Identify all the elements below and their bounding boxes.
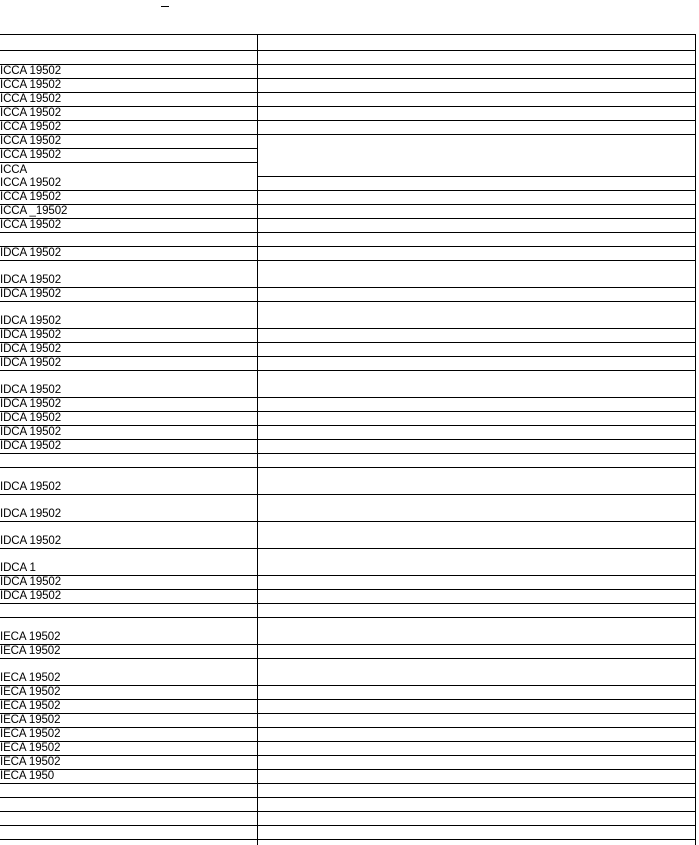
cell-text: IDCA 19502 — [0, 481, 62, 493]
table-row — [0, 784, 695, 798]
left-cell[interactable] — [0, 468, 257, 495]
right-cell[interactable] — [258, 219, 695, 233]
table-row — [0, 135, 695, 149]
left-cell[interactable] — [0, 135, 257, 149]
right-cell[interactable] — [258, 618, 695, 645]
left-cell[interactable] — [0, 247, 257, 261]
left-cell[interactable] — [0, 205, 257, 219]
left-cell[interactable] — [0, 590, 257, 604]
table-row — [0, 798, 695, 812]
left-cell[interactable] — [0, 645, 257, 659]
table-row — [0, 357, 695, 371]
table-row — [0, 302, 695, 329]
left-cell[interactable] — [0, 233, 257, 247]
table-row — [0, 51, 695, 65]
cell-text: IECA 19502 — [0, 714, 61, 726]
cell-text: IDCA 19502 — [0, 247, 62, 259]
table-row — [0, 412, 695, 426]
left-cell[interactable] — [0, 659, 257, 686]
cell-text: IECA 19502 — [0, 686, 61, 698]
cell-text: IDCA 19502 — [0, 329, 62, 341]
right-cell[interactable] — [258, 495, 695, 522]
right-cell[interactable] — [258, 798, 695, 812]
right-cell[interactable] — [258, 65, 695, 79]
left-cell[interactable] — [0, 79, 257, 93]
table-row — [0, 121, 695, 135]
cell-text: ICCA 19502 — [0, 121, 62, 133]
right-cell[interactable] — [258, 728, 695, 742]
left-cell[interactable] — [0, 618, 257, 645]
left-cell[interactable] — [0, 756, 257, 770]
right-cell[interactable] — [258, 163, 695, 177]
table-row — [0, 177, 695, 191]
cell-text: ICCA 19502 — [0, 107, 62, 119]
table-row — [0, 329, 695, 343]
left-cell[interactable] — [0, 686, 257, 700]
table-row — [0, 371, 695, 398]
cell-text: ICCA 19502 — [0, 149, 62, 161]
left-cell[interactable] — [0, 261, 257, 288]
right-cell[interactable] — [258, 440, 695, 454]
left-cell[interactable] — [0, 371, 257, 398]
left-cell[interactable] — [0, 149, 257, 163]
cell-text: IDCA 19502 — [0, 357, 62, 369]
right-cell[interactable] — [258, 177, 695, 191]
table-row — [0, 149, 695, 163]
left-cell[interactable] — [0, 163, 257, 177]
table-row — [0, 191, 695, 205]
table-row — [0, 343, 695, 357]
left-cell[interactable] — [0, 576, 257, 590]
right-cell[interactable] — [258, 604, 695, 618]
cell-text: IDCA 19502 — [0, 590, 62, 602]
table-row — [0, 205, 695, 219]
left-cell[interactable] — [0, 549, 257, 576]
left-cell[interactable] — [0, 357, 257, 371]
left-cell[interactable] — [0, 343, 257, 357]
table-row — [0, 618, 695, 645]
left-cell[interactable] — [0, 522, 257, 549]
right-cell[interactable] — [258, 205, 695, 219]
left-cell[interactable] — [0, 770, 257, 784]
table-row — [0, 261, 695, 288]
table-row — [0, 756, 695, 770]
cell-text: IDCA 19502 — [0, 288, 62, 300]
left-cell[interactable] — [0, 742, 257, 756]
right-cell[interactable] — [258, 35, 695, 51]
left-cell[interactable] — [0, 219, 257, 233]
right-cell[interactable] — [258, 590, 695, 604]
right-cell[interactable] — [258, 659, 695, 686]
table-row — [0, 468, 695, 495]
cell-text: IDCA 19502 — [0, 412, 62, 424]
cell-text: IECA 19502 — [0, 631, 61, 643]
cell-text: IECA 19502 — [0, 728, 61, 740]
table-row — [0, 107, 695, 121]
left-cell[interactable] — [0, 177, 257, 191]
right-cell[interactable] — [258, 107, 695, 121]
right-cell[interactable] — [258, 329, 695, 343]
right-cell[interactable] — [258, 371, 695, 398]
left-cell[interactable] — [0, 107, 257, 121]
table-row — [0, 700, 695, 714]
cell-text: IDCA 19502 — [0, 576, 62, 588]
right-cell[interactable] — [258, 812, 695, 826]
left-cell[interactable] — [0, 440, 257, 454]
cell-text: ICCA 19502 — [0, 191, 62, 203]
table-row — [0, 233, 695, 247]
table-row — [0, 742, 695, 756]
left-cell[interactable] — [0, 302, 257, 329]
right-cell[interactable] — [258, 784, 695, 798]
cell-text: IDCA 1 — [0, 562, 36, 574]
cell-text: IDCA 19502 — [0, 274, 62, 286]
right-cell[interactable] — [258, 412, 695, 426]
cell-text: IECA 19502 — [0, 672, 61, 684]
right-cell[interactable] — [258, 93, 695, 107]
table-row — [0, 645, 695, 659]
table-row — [0, 826, 695, 840]
table-row — [0, 219, 695, 233]
header-dash-mark — [161, 6, 169, 7]
table-row — [0, 549, 695, 576]
table-row — [0, 770, 695, 784]
table-row — [0, 576, 695, 590]
right-cell[interactable] — [258, 288, 695, 302]
table-row — [0, 604, 695, 618]
left-cell[interactable] — [0, 426, 257, 440]
right-cell[interactable] — [258, 233, 695, 247]
right-cell[interactable] — [258, 522, 695, 549]
right-cell[interactable] — [258, 454, 695, 468]
cell-text: IDCA 19502 — [0, 384, 62, 396]
cell-text: IDCA 19502 — [0, 398, 62, 410]
right-cell[interactable] — [258, 261, 695, 288]
table-row — [0, 65, 695, 79]
cell-text: IECA 19502 — [0, 700, 61, 712]
right-cell[interactable] — [258, 51, 695, 65]
table-row — [0, 93, 695, 107]
right-cell[interactable] — [258, 121, 695, 135]
left-cell[interactable] — [0, 93, 257, 107]
right-cell[interactable] — [258, 742, 695, 756]
cell-text: IDCA 19502 — [0, 508, 62, 520]
table-row — [0, 659, 695, 686]
right-cell[interactable] — [258, 468, 695, 495]
table-row — [0, 522, 695, 549]
left-cell[interactable] — [0, 65, 257, 79]
cell-text: IDCA 19502 — [0, 440, 62, 452]
right-cell[interactable] — [258, 645, 695, 659]
cell-text: IDCA 19502 — [0, 343, 62, 355]
left-cell[interactable] — [0, 714, 257, 728]
table-row — [0, 495, 695, 522]
left-cell[interactable] — [0, 798, 257, 812]
cell-text: IECA 1950 — [0, 770, 55, 782]
table-row — [0, 35, 695, 51]
left-cell[interactable] — [0, 191, 257, 205]
left-cell[interactable] — [0, 329, 257, 343]
table-row — [0, 426, 695, 440]
table-row — [0, 398, 695, 412]
table-row — [0, 288, 695, 302]
table-row — [0, 590, 695, 604]
right-cell[interactable] — [258, 343, 695, 357]
left-cell[interactable] — [0, 495, 257, 522]
left-cell[interactable] — [0, 398, 257, 412]
table-row — [0, 79, 695, 93]
right-cell[interactable] — [258, 700, 695, 714]
left-cell[interactable] — [0, 35, 257, 51]
right-cell[interactable] — [258, 549, 695, 576]
right-cell[interactable] — [258, 79, 695, 93]
cell-text: ICCA 19502 — [0, 135, 62, 147]
cell-text: IDCA 19502 — [0, 535, 62, 547]
table-row — [0, 440, 695, 454]
left-cell[interactable] — [0, 728, 257, 742]
table-row — [0, 714, 695, 728]
right-cell[interactable] — [258, 398, 695, 412]
left-cell[interactable] — [0, 288, 257, 302]
cell-text: IDCA 19502 — [0, 315, 62, 327]
right-cell[interactable] — [258, 426, 695, 440]
right-cell[interactable] — [258, 686, 695, 700]
right-cell[interactable] — [258, 714, 695, 728]
left-cell[interactable] — [0, 454, 257, 468]
cell-text: IECA 19502 — [0, 645, 61, 657]
cell-text: ICCA — [0, 164, 28, 176]
right-cell[interactable] — [258, 247, 695, 261]
table-row — [0, 163, 695, 177]
right-cell[interactable] — [258, 826, 695, 840]
table-row — [0, 728, 695, 742]
left-cell[interactable] — [0, 121, 257, 135]
table-row — [0, 812, 695, 826]
table-row — [0, 247, 695, 261]
left-cell[interactable] — [0, 812, 257, 826]
cell-text: ICCA _19502 — [0, 205, 68, 217]
left-cell[interactable] — [0, 412, 257, 426]
left-cell[interactable] — [0, 604, 257, 618]
cell-text: ICCA 19502 — [0, 93, 62, 105]
cell-text: IECA 19502 — [0, 756, 61, 768]
right-cell[interactable] — [258, 135, 695, 149]
right-cell[interactable] — [258, 357, 695, 371]
spreadsheet-grid — [0, 34, 696, 845]
cell-text: ICCA 19502 — [0, 219, 62, 231]
cell-text: ICCA 19502 — [0, 65, 62, 77]
right-cell[interactable] — [258, 756, 695, 770]
left-cell[interactable] — [0, 700, 257, 714]
right-cell[interactable] — [258, 191, 695, 205]
right-cell[interactable] — [258, 149, 695, 163]
right-cell[interactable] — [258, 302, 695, 329]
cell-text: IDCA 19502 — [0, 426, 62, 438]
right-cell[interactable] — [258, 576, 695, 590]
left-cell[interactable] — [0, 826, 257, 840]
cell-text: ICCA 19502 — [0, 79, 62, 91]
right-cell[interactable] — [258, 770, 695, 784]
left-cell[interactable] — [0, 51, 257, 65]
table-row — [0, 686, 695, 700]
left-cell[interactable] — [0, 784, 257, 798]
table-row — [0, 454, 695, 468]
cell-text: IECA 19502 — [0, 742, 61, 754]
cell-text: ICCA 19502 — [0, 177, 62, 189]
